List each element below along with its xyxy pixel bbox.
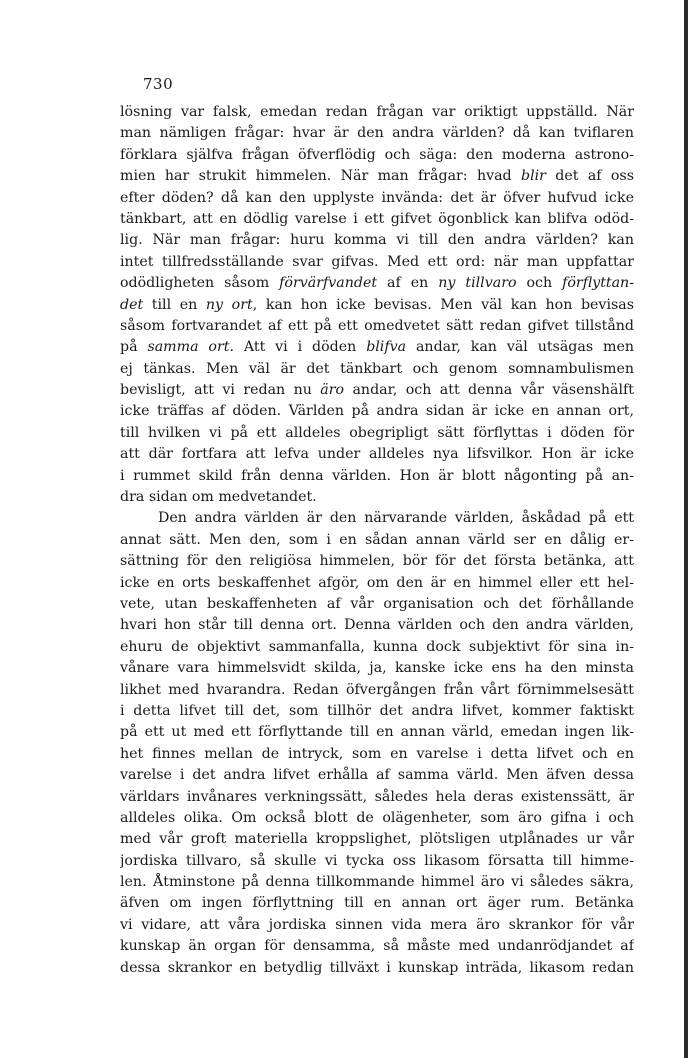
text-line: i detta lifvet till det, som tillhör det andra lifvet, kommer faktiskt (120, 702, 634, 719)
text-line: Den andra världen är den närvarande världen, åskådad på ett (158, 510, 634, 527)
text-line: dessa skrankor en betydlig tillväxt i kunskap inträda, likasom redan (120, 959, 634, 976)
text-line: dra sidan om medvetandet. (120, 489, 317, 506)
text-line: förklara själfva frågan öfverflödig och säga: den moderna astrono- (120, 146, 634, 163)
text-line: odödligheten såsom förvärfvandet af en ny tillvaro och förflyttan- (120, 275, 634, 292)
text-line: lösning var falsk, emedan redan frågan var oriktigt uppställd. När (120, 104, 634, 120)
text-line: annat sätt. Men den, som i en sådan annan värld ser en dålig er- (120, 531, 634, 548)
text-line: tänkbart, att en dödlig varelse i ett gifvet ögonblick kan blifva odöd- (120, 210, 634, 227)
body-text (120, 102, 634, 979)
text-line: jordiska tillvaro, så skulle vi tycka oss likasom försatta till himme- (120, 852, 634, 869)
text-line: vi vidare, att våra jordiska sinnen vida mera äro skrankor för vår (120, 916, 634, 933)
text-line: äfven om ingen förflyttning till en annan ort äger rum. Betänka (120, 895, 634, 912)
text-line: lig. När man frågar: huru komma vi till den andra världen? kan (120, 232, 634, 249)
text-line: världars invånares verkningssätt, således hela deras existenssätt, är (120, 788, 634, 805)
text-line: vete, utan beskaffenheten af vår organisation och det förhållande (120, 595, 634, 612)
text-line: len. Åtminstone på denna tillkommande himmel äro vi således säkra, (120, 874, 634, 891)
text-line: intet tillfredsställande svar gifvas. Med ett ord: när man uppfattar (120, 253, 634, 270)
text-line: likhet med hvarandra. Redan öfvergången från vårt förnimmelsesätt (120, 681, 634, 698)
page-number: 730 (143, 75, 174, 93)
text-line: alldeles olika. Om också blott de olägenheter, som äro gifna i och (120, 809, 634, 826)
text-line: man nämligen frågar: hvar är den andra världen? då kan tviflaren (120, 125, 634, 142)
text-line: efter döden? då kan den upplyste invända: det är öfver hufvud icke (120, 189, 634, 206)
text-line: vånare vara himmelsvidt skilda, ja, kanske icke ens ha den minsta (120, 660, 634, 677)
text-line: hvari hon står till denna ort. Denna världen och den andra världen, (120, 617, 634, 634)
text-line: sättning för den religiösa himmelen, bör för det första betänka, att (120, 553, 634, 570)
text-line: het finnes mellan de intryck, som en varelse i detta lifvet och en (120, 745, 634, 762)
text-line: kunskap än organ för densamma, så måste med undanrödjandet af (120, 938, 634, 955)
text-line: på samma ort. Att vi i döden blifva andar, kan väl utsägas men (120, 339, 634, 356)
text-line: bevisligt, att vi redan nu äro andar, och att denna vår väsenshälft (120, 382, 634, 399)
text-line: till hvilken vi på ett alldeles obegripligt sätt förflyttas i döden för (120, 424, 634, 441)
text-line: ej tänkas. Men väl är det tänkbart och genom somnambulismen (120, 360, 634, 377)
text-line: icke träffas af döden. Världen på andra sidan är icke en annan ort, (120, 403, 634, 420)
page-edge (684, 0, 688, 1058)
text-line: mien har strukit himmelen. När man frågar: hvad blir det af oss (120, 168, 634, 185)
text-line: det till en ny ort, kan hon icke bevisas. Men väl kan hon bevisas (120, 296, 634, 313)
text-line: icke en orts beskaffenhet afgör, om den är en himmel eller ett hel- (120, 574, 634, 591)
text-line: att där fortfara att lefva under alldeles nya lifsvilkor. Hon är icke (120, 446, 634, 463)
text-line: varelse i det andra lifvet erhålla af samma värld. Men äfven dessa (120, 767, 634, 784)
text-line: med vår groft materiella kroppslighet, plötsligen utplånades ur vår (120, 831, 634, 848)
text-line: i rummet skild från denna världen. Hon är blott någonting på an- (120, 467, 634, 484)
text-line: på ett ut med ett förflyttande till en annan värld, emedan ingen lik- (120, 724, 634, 741)
text-line: såsom fortvarandet af ett på ett omedvetet sätt redan gifvet tillstånd (120, 317, 634, 334)
text-line: ehuru de objektivt sammanfalla, kunna dock subjektivt för sina in- (120, 638, 634, 655)
